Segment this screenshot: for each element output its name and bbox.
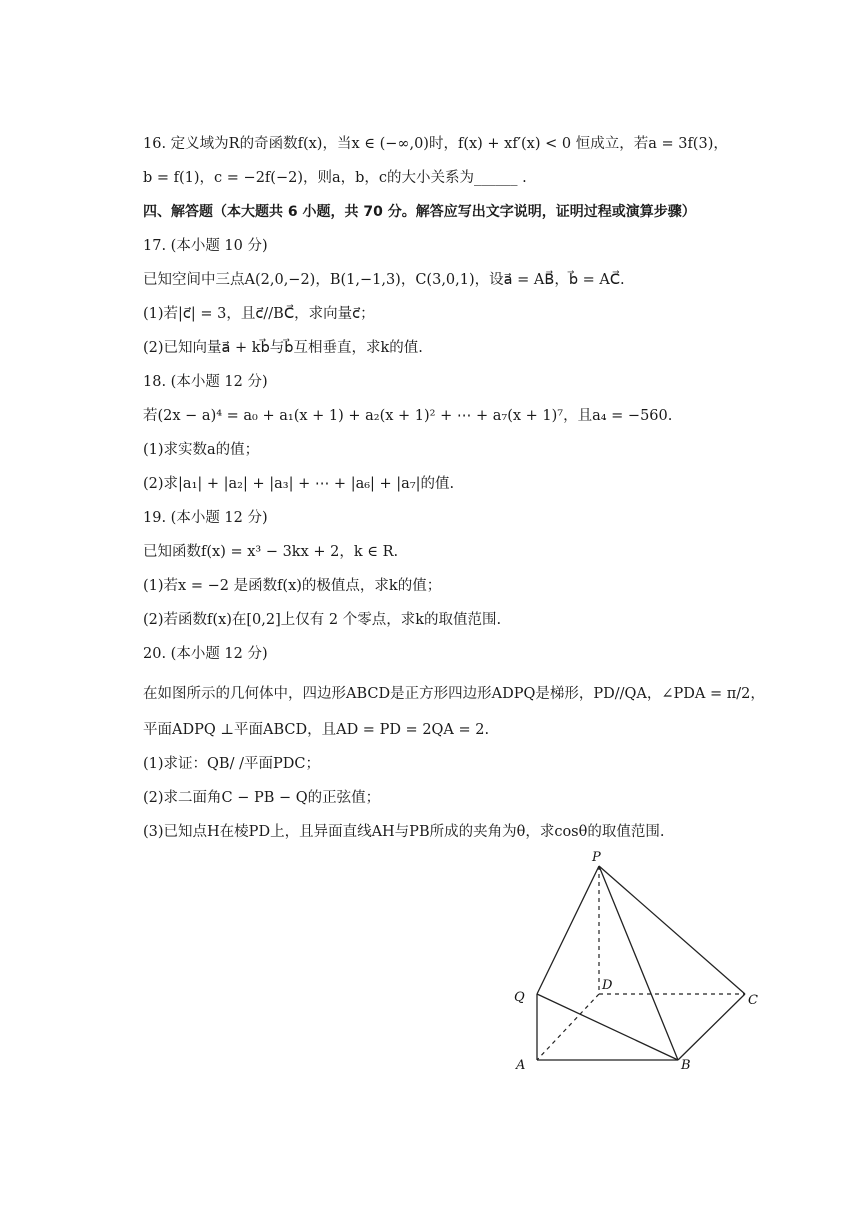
- edge-DA: [537, 994, 599, 1060]
- section-heading: 四、解答题（本大题共 6 小题，共 70 分。解答应写出文字说明，证明过程或演算步骤）: [143, 204, 696, 220]
- q18-title: 18. (本小题 12 分): [143, 374, 268, 390]
- edge-PC: [599, 866, 745, 994]
- edge-QB: [537, 994, 678, 1060]
- label-B: B: [681, 1058, 691, 1073]
- q18-stem: 若(2x − a)⁴ = a₀ + a₁(x + 1) + a₂(x + 1)² + ⋯ + a₇(x + 1)⁷，且a₄ = −560.: [143, 408, 673, 424]
- label-P: P: [592, 850, 601, 865]
- edge-PQ: [537, 866, 599, 994]
- q18-part2: (2)求|a₁| + |a₂| + |a₃| + ⋯ + |a₆| + |a₇|的值.: [143, 476, 455, 492]
- label-C: C: [748, 993, 758, 1008]
- q16-line2: b = f(1)，c = −2f(−2)，则a，b，c的大小关系为______ .: [143, 170, 527, 186]
- q17-part1: (1)若|c⃗| = 3，且c⃗//BC⃗，求向量c⃗；: [143, 306, 375, 322]
- q18-part1: (1)求实数a的值；: [143, 442, 260, 458]
- geometry-figure: [500, 843, 770, 1087]
- q19-part1: (1)若x = −2 是函数f(x)的极值点，求k的值；: [143, 578, 442, 594]
- q19-part2: (2)若函数f(x)在[0,2]上仅有 2 个零点，求k的取值范围.: [143, 612, 502, 628]
- q20-part1: (1)求证：QB/ /平面PDC；: [143, 756, 320, 772]
- edge-BC: [678, 994, 745, 1060]
- geometry-figure-svg: [500, 843, 770, 1083]
- q19-title: 19. (本小题 12 分): [143, 510, 268, 526]
- label-A: A: [516, 1058, 526, 1073]
- q20-part3: (3)已知点H在棱PD上，且异面直线AH与PB所成的夹角为θ，求cosθ的取值范围.: [143, 824, 665, 840]
- q16-line1: 16. 定义域为R的奇函数f(x)，当x ∈ (−∞,0)时，f(x) + xf′(x) < 0 恒成立，若a = 3f(3)，: [143, 136, 728, 152]
- label-Q: Q: [514, 990, 525, 1005]
- edge-PB: [599, 866, 678, 1060]
- q20-stem2: 平面ADPQ ⊥平面ABCD，且AD = PD = 2QA = 2.: [143, 722, 490, 738]
- q20-part2: (2)求二面角C − PB − Q的正弦值；: [143, 790, 381, 806]
- q20-title: 20. (本小题 12 分): [143, 646, 268, 662]
- q17-stem: 已知空间中三点A(2,0,−2)，B(1,−1,3)，C(3,0,1)，设a⃗ = AB⃗，b⃗ = AC⃗.: [143, 272, 625, 288]
- q17-part2: (2)已知向量a⃗ + kb⃗与b⃗互相垂直，求k的值.: [143, 340, 423, 356]
- q20-stem1: 在如图所示的几何体中，四边形ABCD是正方形四边形ADPQ是梯形，PD//QA，∠PDA = π/2，: [143, 686, 765, 702]
- label-D: D: [602, 978, 613, 993]
- q17-title: 17. (本小题 10 分): [143, 238, 268, 254]
- q19-stem: 已知函数f(x) = x³ − 3kx + 2，k ∈ R.: [143, 544, 399, 560]
